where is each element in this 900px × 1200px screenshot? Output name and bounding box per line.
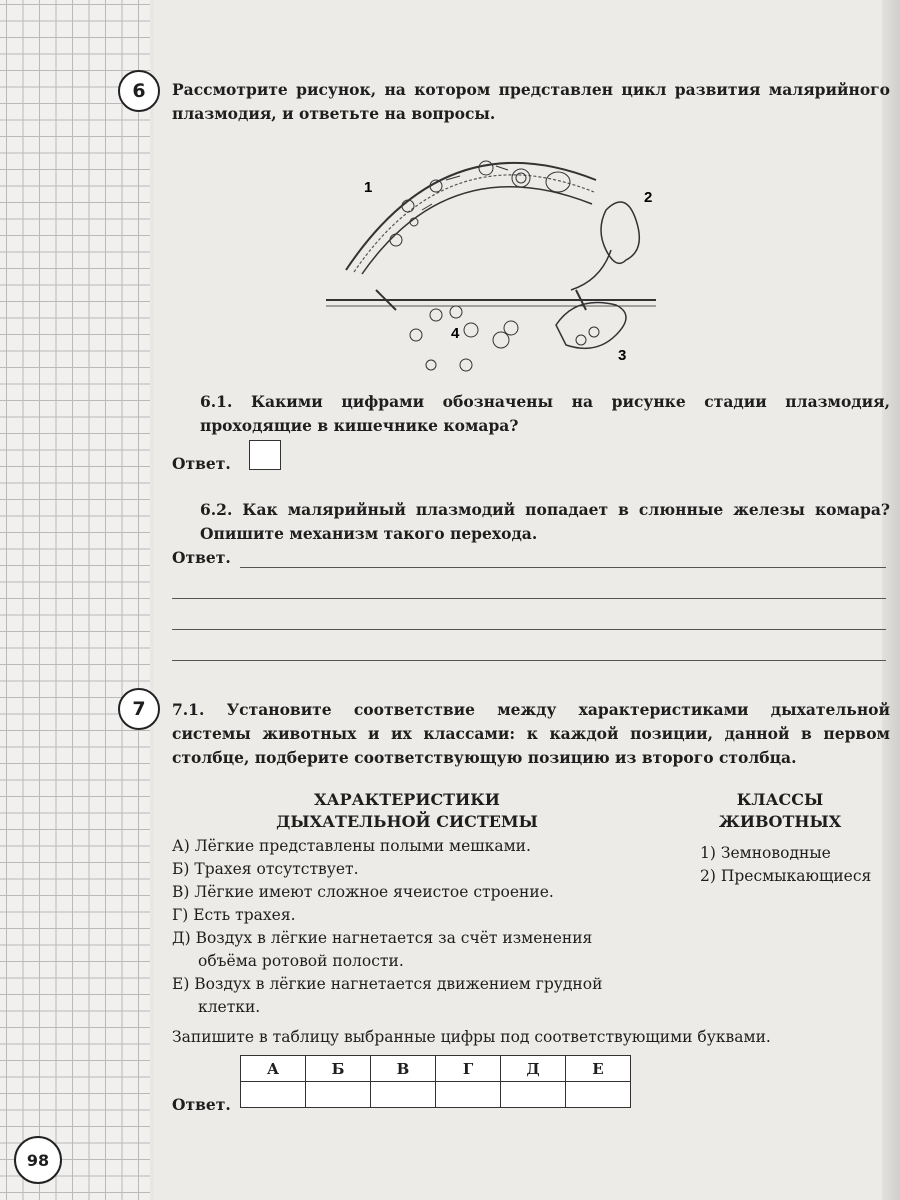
malaria-lifecycle-figure [326,140,656,380]
question-6-1-text: 6.1. Какими цифрами обозначены на рисунке стадии плазмодия, проходящие в кишечнике комара? [200,392,890,435]
characteristic-d: Д) Воздух в лёгкие нагнетается за счёт изменения [172,929,593,947]
answer-cell-g[interactable] [436,1082,501,1108]
figure-label-3: 3 [618,347,627,364]
answer-table-header-d: Д [501,1056,566,1082]
answer-cell-e[interactable] [566,1082,631,1108]
characteristics-heading-1: ХАРАКТЕРИСТИКИ [314,790,500,809]
figure-label-4: 4 [451,325,460,342]
answer-cell-d[interactable] [501,1082,566,1108]
answer-table-header-a: А [241,1056,306,1082]
page-binding-edge [882,0,900,1200]
classes-heading-1: КЛАССЫ [736,790,824,809]
table-instruction: Запишите в таблицу выбранные цифры под соответствующими буквами. [172,1028,771,1046]
page-number: 98 [14,1136,62,1184]
question-6-2-text: 6.2. Как малярийный плазмодий попадает в слюнные железы комара? Опишите механизм такого перехода. [200,500,890,543]
characteristics-heading-2: ДЫХАТЕЛЬНОЙ СИСТЕМЫ [276,812,538,831]
class-option-1: 1) Земноводные [700,844,831,862]
margin-edge [150,0,154,1200]
answer-table-header-e: Е [566,1056,631,1082]
graph-paper-margin [0,0,152,1200]
answer-table-header-b: Б [306,1056,371,1082]
figure-label-2: 2 [644,189,653,206]
question-6-2-answer-label: Ответ. [172,548,231,567]
characteristic-b: Б) Трахея отсутствует. [172,860,359,878]
class-option-2: 2) Пресмыкающиеся [700,867,872,885]
answer-line-1[interactable] [240,567,886,568]
characteristic-d-cont: объёма ротовой полости. [198,952,404,970]
characteristic-v: В) Лёгкие имеют сложное ячеистое строение. [172,883,554,901]
question-number-6: 6 [118,70,160,112]
question-6-1-answer-label: Ответ. [172,454,231,473]
characteristic-a: А) Лёгкие представлены полыми мешками. [172,837,531,855]
characteristic-e: Е) Воздух в лёгкие нагнетается движением грудной [172,975,603,993]
answer-table-header-v: В [371,1056,436,1082]
characteristic-e-cont: клетки. [198,998,261,1016]
answer-table-header-g: Г [436,1056,501,1082]
figure-label-1: 1 [364,179,373,196]
answer-cell-v[interactable] [371,1082,436,1108]
question-number-7: 7 [118,688,160,730]
answer-line-3[interactable] [172,629,886,630]
classes-heading-2: ЖИВОТНЫХ [718,812,842,831]
answer-line-2[interactable] [172,598,886,599]
question-7-intro: 7.1. Установите соответствие между характеристиками дыхательной системы животных и их классами: к каждой позиции, данной в первом столбце, подберите соответствующую позицию из второго столбца. [172,700,890,767]
question-6-1-answer-box[interactable] [249,440,281,470]
question-7-answer-label: Ответ. [172,1095,231,1114]
answer-table [240,1055,631,1108]
answer-line-4[interactable] [172,660,886,661]
question-6-intro: Рассмотрите рисунок, на котором представлен цикл развития малярийного плазмодия, и ответьте на вопросы. [172,80,890,123]
answer-cell-b[interactable] [306,1082,371,1108]
characteristic-g: Г) Есть трахея. [172,906,296,924]
answer-cell-a[interactable] [241,1082,306,1108]
